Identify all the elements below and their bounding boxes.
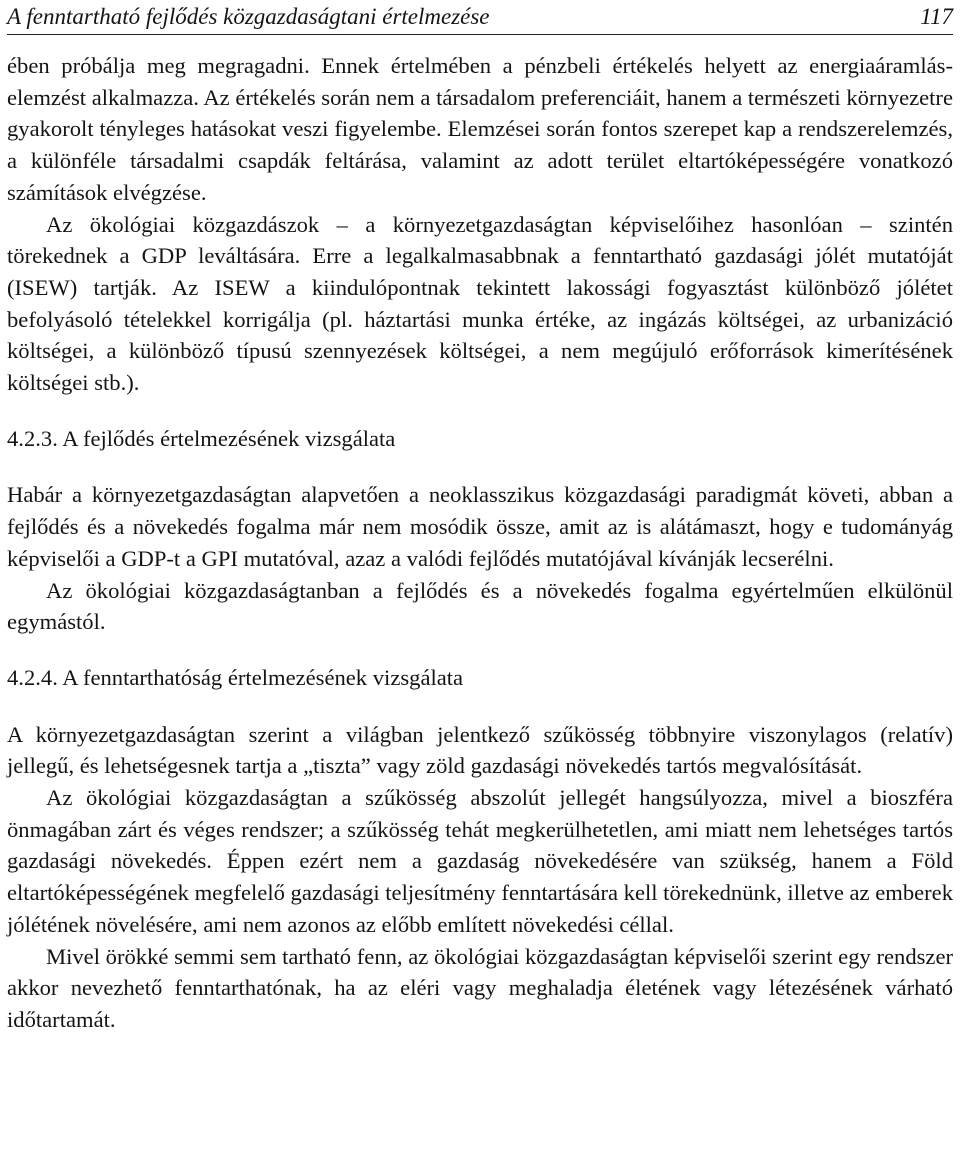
running-header: [7, 0, 953, 35]
spacer: [7, 454, 953, 479]
paragraph-7: Mivel örökké semmi sem tartható fenn, az ökológiai közgazdaságtan képviselői szerint egy rendszer akkor nevezhető fenntarthatónak, ha az eléri vagy meghaladja életének vagy létezésének várható időtartamát.: [7, 943, 953, 1032]
paragraph-3: Habár a környezetgazdaságtan alapvetően a neoklasszikus közgazdasági paradigmát követi, abban a fejlődés és a növekedés fogalma már nem mosódik össze, amit az is alátámaszt, hogy e tudományág képviselői a GDP-t a GPI mutatóval, azaz a valódi fejlődés mutatójával kívánják lecserélni.: [7, 482, 953, 571]
paragraph-5: A környezetgazdaságtan szerint a világban jelentkező szűkösség többnyire viszonylagos (relatív) jellegű, és lehetségesnek tartja a „tiszta” vagy zöld gazdasági növekedés tartós megvalósítását.: [7, 721, 953, 779]
page-number: 117: [920, 4, 953, 29]
paragraph-2: Az ökológiai közgazdászok – a környezetgazdaságtan képviselőihez hasonlóan – szintén törekednek a GDP leváltására. Erre a legalkalmasabbnak a fenntartható gazdasági jólét mutatóját (ISEW) tartják. Az ISEW a kiindulópontnak tekintett lakossági fogyasztást különböző jólétet befolyásoló tételekkel korrigálja (pl. háztartási munka értéke, az ingázás költségei, az urbanizáció költségei, a különböző típusú szennyezések költségei, a nem megújuló erőforrások kimerítésének költségei stb.).: [7, 211, 953, 396]
spacer: [7, 638, 953, 662]
page-body: [7, 35, 953, 1036]
section-heading-4-2-3: 4.2.3. A fejlődés értelmezésének vizsgálata: [7, 425, 396, 451]
paragraph-4: Az ökológiai közgazdaságtanban a fejlődés és a növekedés fogalma egyértelműen elkülönül egymástól.: [7, 577, 953, 635]
running-header-title: A fenntartható fejlődés közgazdaságtani értelmezése: [7, 4, 490, 29]
document-page: [7, 0, 953, 1036]
paragraph-1: ében próbálja meg megragadni. Ennek értelmében a pénzbeli értékelés helyett az energiaáramlás-elemzést alkalmazza. Az értékelés során nem a társadalom preferenciáit, hanem a természeti környezetre gyakorolt tényleges hatásokat veszi figyelembe. Elemzései során fontos szerepet kap a rendszerelemzés, a különféle társadalmi csapdák feltárása, valamint az adott terület eltartóképességére vonatkozó számítások elvégzése.: [7, 53, 953, 205]
section-heading-4-2-4: 4.2.4. A fenntarthatóság értelmezésének vizsgálata: [7, 664, 464, 690]
spacer: [7, 399, 953, 423]
spacer: [7, 694, 953, 719]
paragraph-6: Az ökológiai közgazdaságtan a szűkösség abszolút jellegét hangsúlyozza, mivel a bioszféra önmagában zárt és véges rendszer; a szűkösség tehát megkerülhetetlen, ami miatt nem lehetséges tartós gazdasági növekedés. Éppen ezért nem a gazdaság növekedésére van szükség, hanem a Föld eltartóképességének megfelelő gazdasági teljesítmény fenntartására kell törekednünk, illetve az emberek jólétének növelésére, ami nem azonos az előbb említett növekedési céllal.: [7, 785, 954, 937]
